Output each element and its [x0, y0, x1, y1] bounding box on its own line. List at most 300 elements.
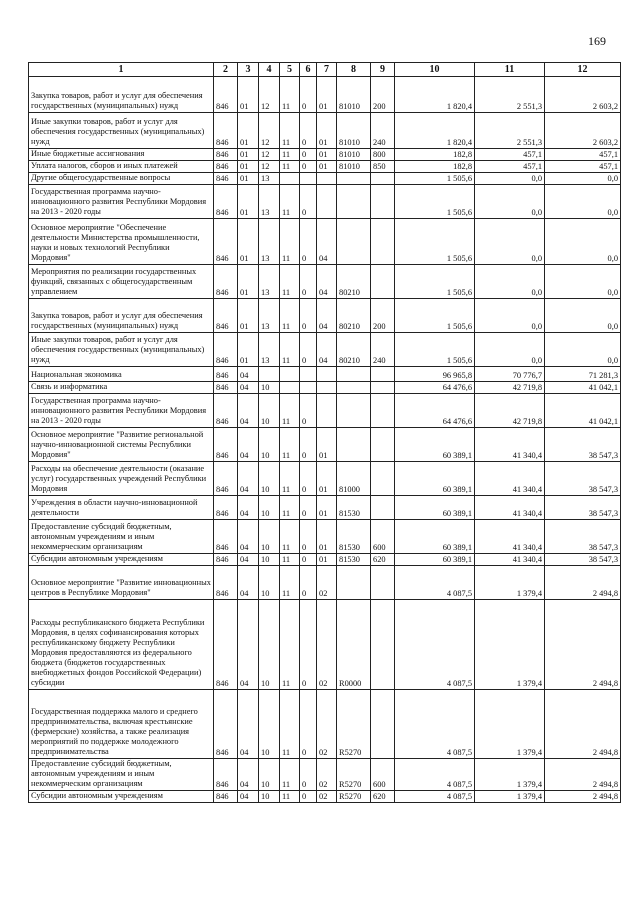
- table-cell: 846: [214, 462, 238, 496]
- table-cell: 13: [259, 185, 280, 219]
- column-header: 2: [214, 63, 238, 77]
- table-cell: [317, 382, 337, 394]
- table-cell: 01: [317, 520, 337, 554]
- table-cell: 0: [300, 520, 317, 554]
- table-cell: 02: [317, 600, 337, 690]
- table-cell: 81530: [337, 520, 371, 554]
- table-cell: [371, 600, 395, 690]
- table-row: [29, 149, 621, 161]
- table-cell: 11: [280, 113, 300, 149]
- table-cell: 81010: [337, 77, 371, 113]
- table-cell: 04: [238, 759, 259, 791]
- table-cell: 81010: [337, 113, 371, 149]
- table-cell: 64 476,6: [395, 382, 475, 394]
- column-header: 1: [29, 63, 214, 77]
- table-cell: 80210: [337, 333, 371, 367]
- table-cell: 81530: [337, 554, 371, 566]
- table-cell: 0: [300, 219, 317, 265]
- table-cell: 80210: [337, 265, 371, 299]
- table-cell: 0,0: [475, 219, 545, 265]
- table-cell: 0,0: [475, 265, 545, 299]
- table-cell: [371, 219, 395, 265]
- table-cell: 1 505,6: [395, 333, 475, 367]
- table-cell: 01: [317, 161, 337, 173]
- table-cell: 64 476,6: [395, 394, 475, 428]
- table-cell: 04: [317, 219, 337, 265]
- table-cell: 04: [238, 496, 259, 520]
- table-cell: 04: [238, 428, 259, 462]
- table-cell: 846: [214, 299, 238, 333]
- table-cell: 12: [259, 113, 280, 149]
- row-name-cell: Государственная программа научно-инновационного развития Республики Мордовия на 2013 - 2020 годы: [29, 394, 214, 428]
- row-name-cell: Национальная экономика: [29, 367, 214, 382]
- table-row: [29, 333, 621, 367]
- table-cell: [371, 462, 395, 496]
- row-name-cell: Предоставление субсидий бюджетным, автономным учреждениям и иным некоммерческим организациям: [29, 759, 214, 791]
- row-name-cell: Учреждения в области научно-инновационной деятельности: [29, 496, 214, 520]
- table-cell: 600: [371, 759, 395, 791]
- table-row: [29, 299, 621, 333]
- row-name-cell: Закупка товаров, работ и услуг для обеспечения государственных (муниципальных) нужд: [29, 299, 214, 333]
- table-cell: 01: [238, 113, 259, 149]
- column-header: 7: [317, 63, 337, 77]
- table-cell: 01: [238, 299, 259, 333]
- table-cell: 2 494,8: [545, 690, 621, 759]
- table-cell: 10: [259, 382, 280, 394]
- table-cell: 0: [300, 113, 317, 149]
- table-cell: [337, 185, 371, 219]
- table-cell: 01: [317, 554, 337, 566]
- table-cell: 1 820,4: [395, 77, 475, 113]
- table-cell: 10: [259, 520, 280, 554]
- table-cell: [337, 394, 371, 428]
- table-cell: 04: [238, 462, 259, 496]
- table-cell: 4 087,5: [395, 690, 475, 759]
- table-cell: 41 042,1: [545, 394, 621, 428]
- table-cell: [371, 496, 395, 520]
- table-cell: 01: [238, 333, 259, 367]
- table-cell: 0: [300, 759, 317, 791]
- table-cell: [337, 382, 371, 394]
- row-name-cell: Закупка товаров, работ и услуг для обеспечения государственных (муниципальных) нужд: [29, 77, 214, 113]
- table-cell: R0000: [337, 600, 371, 690]
- table-cell: [317, 367, 337, 382]
- table-row: [29, 566, 621, 600]
- table-cell: 02: [317, 791, 337, 803]
- table-cell: 0: [300, 149, 317, 161]
- table-cell: 0: [300, 566, 317, 600]
- table-cell: 846: [214, 77, 238, 113]
- table-cell: 01: [238, 161, 259, 173]
- table-cell: 10: [259, 759, 280, 791]
- table-cell: R5270: [337, 690, 371, 759]
- table-cell: 846: [214, 173, 238, 185]
- table-cell: 0: [300, 428, 317, 462]
- table-cell: 1 505,6: [395, 299, 475, 333]
- table-cell: 01: [317, 149, 337, 161]
- table-row: [29, 520, 621, 554]
- table-cell: 4 087,5: [395, 759, 475, 791]
- table-cell: 0,0: [475, 185, 545, 219]
- table-cell: 04: [238, 566, 259, 600]
- table-row: [29, 382, 621, 394]
- table-cell: 846: [214, 759, 238, 791]
- table-cell: 2 494,8: [545, 791, 621, 803]
- table-cell: 01: [238, 77, 259, 113]
- table-cell: 13: [259, 265, 280, 299]
- table-cell: 846: [214, 566, 238, 600]
- table-cell: 0: [300, 554, 317, 566]
- table-cell: 10: [259, 496, 280, 520]
- table-cell: 41 340,4: [475, 428, 545, 462]
- table-cell: 1 379,4: [475, 566, 545, 600]
- table-cell: 0,0: [545, 173, 621, 185]
- table-cell: 10: [259, 600, 280, 690]
- table-cell: 846: [214, 382, 238, 394]
- table-row: [29, 367, 621, 382]
- table-cell: 1 505,6: [395, 185, 475, 219]
- table-cell: 11: [280, 161, 300, 173]
- table-cell: 846: [214, 690, 238, 759]
- column-header: 11: [475, 63, 545, 77]
- table-cell: [337, 367, 371, 382]
- row-name-cell: Субсидии автономным учреждениям: [29, 554, 214, 566]
- table-cell: 846: [214, 520, 238, 554]
- table-cell: 81000: [337, 462, 371, 496]
- table-cell: 1 379,4: [475, 791, 545, 803]
- table-cell: 11: [280, 520, 300, 554]
- row-name-cell: Субсидии автономным учреждениям: [29, 791, 214, 803]
- table-cell: 96 965,8: [395, 367, 475, 382]
- table-cell: [280, 367, 300, 382]
- row-name-cell: Расходы на обеспечение деятельности (оказание услуг) государственных учреждений Республики Мордовия: [29, 462, 214, 496]
- table-row: [29, 77, 621, 113]
- table-cell: 4 087,5: [395, 791, 475, 803]
- column-header: 8: [337, 63, 371, 77]
- row-name-cell: Связь и информатика: [29, 382, 214, 394]
- table-cell: 200: [371, 77, 395, 113]
- table-cell: 0,0: [475, 299, 545, 333]
- row-name-cell: Государственная программа научно-инновационного развития Республики Мордовия на 2013 - 2020 годы: [29, 185, 214, 219]
- table-cell: [337, 566, 371, 600]
- table-cell: 0,0: [545, 333, 621, 367]
- table-cell: 457,1: [545, 149, 621, 161]
- table-cell: 2 551,3: [475, 77, 545, 113]
- table-cell: 04: [238, 367, 259, 382]
- table-cell: 0,0: [545, 219, 621, 265]
- table-cell: [337, 428, 371, 462]
- column-header: 6: [300, 63, 317, 77]
- table-cell: 60 389,1: [395, 428, 475, 462]
- page-number: 169: [588, 34, 606, 48]
- table-cell: 1 820,4: [395, 113, 475, 149]
- table-cell: 60 389,1: [395, 520, 475, 554]
- table-cell: 41 340,4: [475, 554, 545, 566]
- column-header: 10: [395, 63, 475, 77]
- table-cell: [300, 173, 317, 185]
- table-row: [29, 496, 621, 520]
- table-cell: 457,1: [475, 161, 545, 173]
- table-cell: 2 603,2: [545, 113, 621, 149]
- table-cell: 11: [280, 265, 300, 299]
- table-cell: [300, 382, 317, 394]
- table-row: [29, 113, 621, 149]
- table-cell: 457,1: [475, 149, 545, 161]
- table-cell: 1 505,6: [395, 173, 475, 185]
- table-cell: 2 494,8: [545, 600, 621, 690]
- table-cell: 01: [317, 77, 337, 113]
- table-cell: 04: [238, 382, 259, 394]
- table-cell: 01: [238, 219, 259, 265]
- table-cell: 0: [300, 600, 317, 690]
- table-body: [29, 77, 621, 803]
- table-row: [29, 394, 621, 428]
- table-cell: 01: [317, 462, 337, 496]
- table-cell: 81010: [337, 161, 371, 173]
- table-cell: 0: [300, 265, 317, 299]
- table-cell: 200: [371, 299, 395, 333]
- row-name-cell: Государственная поддержка малого и среднего предпринимательства, включая крестьянские (фермерские) хозяйства, а также реализация мероприятий по поддержке молодежного предпринимательства: [29, 690, 214, 759]
- table-cell: [259, 367, 280, 382]
- table-cell: 0: [300, 462, 317, 496]
- table-cell: [371, 428, 395, 462]
- table-cell: 38 547,3: [545, 496, 621, 520]
- table-cell: 01: [317, 113, 337, 149]
- table-row: [29, 690, 621, 759]
- table-cell: 2 603,2: [545, 77, 621, 113]
- table-cell: 42 719,8: [475, 394, 545, 428]
- table-cell: 12: [259, 161, 280, 173]
- table-cell: 11: [280, 600, 300, 690]
- table-cell: 11: [280, 428, 300, 462]
- table-cell: 04: [238, 791, 259, 803]
- table-cell: 846: [214, 333, 238, 367]
- table-cell: 1 379,4: [475, 690, 545, 759]
- column-header: 4: [259, 63, 280, 77]
- table-cell: 01: [317, 496, 337, 520]
- budget-table: [28, 62, 621, 803]
- table-cell: 11: [280, 185, 300, 219]
- table-cell: 10: [259, 566, 280, 600]
- table-cell: 11: [280, 462, 300, 496]
- table-cell: 0: [300, 394, 317, 428]
- table-cell: [337, 219, 371, 265]
- table-cell: [371, 185, 395, 219]
- table-row: [29, 161, 621, 173]
- table-cell: 01: [238, 173, 259, 185]
- table-cell: 0: [300, 77, 317, 113]
- row-name-cell: Основное мероприятие "Развитие инновационных центров в Республике Мордовия": [29, 566, 214, 600]
- table-cell: 0: [300, 333, 317, 367]
- table-cell: 11: [280, 496, 300, 520]
- table-cell: 0: [300, 690, 317, 759]
- table-cell: 41 340,4: [475, 496, 545, 520]
- table-cell: 12: [259, 149, 280, 161]
- table-cell: 13: [259, 219, 280, 265]
- table-cell: 38 547,3: [545, 462, 621, 496]
- table-cell: [337, 173, 371, 185]
- table-cell: 846: [214, 161, 238, 173]
- table-cell: 240: [371, 333, 395, 367]
- table-cell: 846: [214, 219, 238, 265]
- table-row: [29, 173, 621, 185]
- table-cell: 0: [300, 496, 317, 520]
- table-row: [29, 554, 621, 566]
- table-cell: 10: [259, 428, 280, 462]
- table-row: [29, 428, 621, 462]
- table-cell: 1 505,6: [395, 219, 475, 265]
- table-cell: 80210: [337, 299, 371, 333]
- table-cell: 01: [238, 185, 259, 219]
- table-cell: [317, 185, 337, 219]
- table-cell: 01: [317, 428, 337, 462]
- table-row: [29, 600, 621, 690]
- table-cell: 846: [214, 600, 238, 690]
- table-cell: 0,0: [545, 185, 621, 219]
- table-cell: 11: [280, 219, 300, 265]
- table-cell: 04: [317, 265, 337, 299]
- table-cell: 240: [371, 113, 395, 149]
- table-cell: 0: [300, 299, 317, 333]
- table-cell: 42 719,8: [475, 382, 545, 394]
- table-cell: 12: [259, 77, 280, 113]
- table-cell: [371, 690, 395, 759]
- table-header-row: [29, 63, 621, 77]
- table-cell: 846: [214, 496, 238, 520]
- table-cell: 11: [280, 333, 300, 367]
- table-cell: 1 379,4: [475, 600, 545, 690]
- table-row: [29, 219, 621, 265]
- table-cell: [371, 173, 395, 185]
- table-cell: 2 494,8: [545, 566, 621, 600]
- table-cell: 620: [371, 554, 395, 566]
- table-cell: 0: [300, 791, 317, 803]
- table-cell: 01: [238, 149, 259, 161]
- table-cell: R5270: [337, 791, 371, 803]
- table-cell: 38 547,3: [545, 554, 621, 566]
- table-row: [29, 759, 621, 791]
- row-name-cell: Основное мероприятие "Развитие региональной научно-инновационной системы Республики Мордовия": [29, 428, 214, 462]
- table-cell: 457,1: [545, 161, 621, 173]
- row-name-cell: Иные закупки товаров, работ и услуг для обеспечения государственных (муниципальных) нужд: [29, 333, 214, 367]
- table-cell: 13: [259, 333, 280, 367]
- table-cell: 71 281,3: [545, 367, 621, 382]
- table-cell: 2 494,8: [545, 759, 621, 791]
- row-name-cell: Иные бюджетные ассигнования: [29, 149, 214, 161]
- table-cell: 0,0: [545, 299, 621, 333]
- row-name-cell: Иные закупки товаров, работ и услуг для обеспечения государственных (муниципальных) нужд: [29, 113, 214, 149]
- table-cell: 70 776,7: [475, 367, 545, 382]
- table-cell: 4 087,5: [395, 566, 475, 600]
- row-name-cell: Мероприятия по реализации государственных функций, связанных с общегосударственным управлением: [29, 265, 214, 299]
- row-name-cell: Основное мероприятие "Обеспечение деятельности Министерства промышленности, науки и новых технологий Республики Мордовия": [29, 219, 214, 265]
- row-name-cell: Расходы республиканского бюджета Республики Мордовия, в целях софинансирования которых республиканскому бюджету Республики Мордовия предоставляются из федерального бюджета (бюджетов государственных внебюджетных фондов Российской Федерации) субсидии: [29, 600, 214, 690]
- table-cell: [371, 265, 395, 299]
- table-cell: R5270: [337, 759, 371, 791]
- table-cell: 846: [214, 265, 238, 299]
- row-name-cell: Уплата налогов, сборов и иных платежей: [29, 161, 214, 173]
- table-row: [29, 185, 621, 219]
- table-cell: 81010: [337, 149, 371, 161]
- table-cell: 600: [371, 520, 395, 554]
- table-cell: 1 379,4: [475, 759, 545, 791]
- column-header: 5: [280, 63, 300, 77]
- table-cell: 846: [214, 185, 238, 219]
- table-cell: 10: [259, 791, 280, 803]
- table-cell: 846: [214, 428, 238, 462]
- table-cell: 846: [214, 367, 238, 382]
- table-cell: 04: [238, 600, 259, 690]
- table-cell: 846: [214, 554, 238, 566]
- table-cell: [280, 173, 300, 185]
- table-cell: 04: [238, 520, 259, 554]
- table-cell: 0: [300, 161, 317, 173]
- table-cell: 850: [371, 161, 395, 173]
- table-cell: 01: [238, 265, 259, 299]
- table-cell: 04: [317, 333, 337, 367]
- table-cell: 38 547,3: [545, 428, 621, 462]
- row-name-cell: Предоставление субсидий бюджетным, автономным учреждениям и иным некоммерческим организациям: [29, 520, 214, 554]
- table-cell: 11: [280, 759, 300, 791]
- table-row: [29, 791, 621, 803]
- table-cell: 02: [317, 759, 337, 791]
- table-cell: 04: [238, 690, 259, 759]
- table-cell: 11: [280, 394, 300, 428]
- table-cell: 81530: [337, 496, 371, 520]
- table-cell: 10: [259, 394, 280, 428]
- table-cell: 13: [259, 173, 280, 185]
- table-cell: 11: [280, 690, 300, 759]
- table-cell: 620: [371, 791, 395, 803]
- table-cell: 13: [259, 299, 280, 333]
- table-cell: 04: [238, 394, 259, 428]
- table-cell: 182,8: [395, 161, 475, 173]
- table-cell: [317, 394, 337, 428]
- table-cell: 846: [214, 149, 238, 161]
- table-cell: 60 389,1: [395, 462, 475, 496]
- table-cell: 11: [280, 77, 300, 113]
- table-cell: 41 042,1: [545, 382, 621, 394]
- table-cell: 04: [238, 554, 259, 566]
- table-cell: 2 551,3: [475, 113, 545, 149]
- table-cell: 60 389,1: [395, 496, 475, 520]
- table-cell: [280, 382, 300, 394]
- table-cell: 02: [317, 566, 337, 600]
- column-header: 12: [545, 63, 621, 77]
- table-cell: 10: [259, 554, 280, 566]
- table-cell: [317, 173, 337, 185]
- column-header: 9: [371, 63, 395, 77]
- table-cell: 0,0: [545, 265, 621, 299]
- table-cell: 0,0: [475, 333, 545, 367]
- table-cell: 41 340,4: [475, 520, 545, 554]
- table-row: [29, 462, 621, 496]
- table-cell: 182,8: [395, 149, 475, 161]
- table-cell: 11: [280, 791, 300, 803]
- table-cell: 846: [214, 394, 238, 428]
- table-cell: 04: [317, 299, 337, 333]
- table-cell: 10: [259, 690, 280, 759]
- table-row: [29, 265, 621, 299]
- table-cell: 11: [280, 566, 300, 600]
- table-cell: 0,0: [475, 173, 545, 185]
- table-cell: 1 505,6: [395, 265, 475, 299]
- table-cell: [371, 394, 395, 428]
- column-header: 3: [238, 63, 259, 77]
- table-cell: 02: [317, 690, 337, 759]
- table-cell: 11: [280, 149, 300, 161]
- table-cell: 11: [280, 554, 300, 566]
